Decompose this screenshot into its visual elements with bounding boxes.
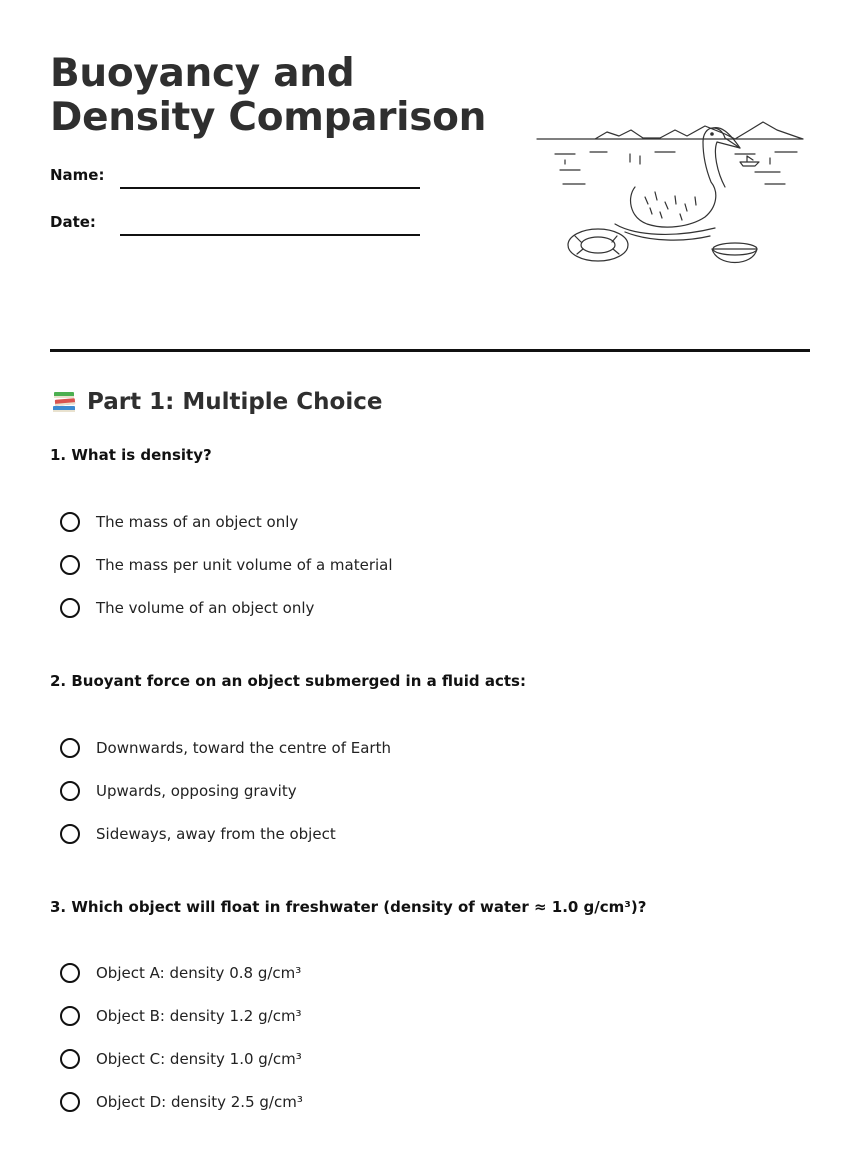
part1-heading <box>50 388 382 416</box>
date-field[interactable] <box>120 234 420 236</box>
option-label: The mass of an object only <box>96 513 299 531</box>
q2-option-1[interactable] <box>60 738 391 758</box>
radio-button[interactable] <box>60 963 80 983</box>
q2-option-3[interactable] <box>60 824 336 844</box>
pelican-lake-illustration <box>535 112 805 272</box>
name-label: Name: <box>50 166 105 184</box>
option-label: The mass per unit volume of a material <box>96 556 393 574</box>
radio-button[interactable] <box>60 555 80 575</box>
q3-option-3[interactable] <box>60 1049 302 1069</box>
radio-button[interactable] <box>60 1092 80 1112</box>
option-label: Object D: density 2.5 g/cm³ <box>96 1093 303 1111</box>
q3-option-2[interactable] <box>60 1006 302 1026</box>
q3-option-4[interactable] <box>60 1092 303 1112</box>
option-label: Upwards, opposing gravity <box>96 782 297 800</box>
radio-button[interactable] <box>60 1006 80 1026</box>
option-label: Object B: density 1.2 g/cm³ <box>96 1007 302 1025</box>
part1-title: Part 1: Multiple Choice <box>87 389 383 415</box>
name-field[interactable] <box>120 187 420 189</box>
q3-option-1[interactable] <box>60 963 301 983</box>
option-label: Object C: density 1.0 g/cm³ <box>96 1050 302 1068</box>
radio-button[interactable] <box>60 824 80 844</box>
option-label: Downwards, toward the centre of Earth <box>96 739 391 757</box>
question-3: 3. Which object will float in freshwater (density of water ≈ 1.0 g/cm³)? <box>50 898 647 916</box>
question-2: 2. Buoyant force on an object submerged in a fluid acts: <box>50 672 526 690</box>
radio-button[interactable] <box>60 598 80 618</box>
option-label: Object A: density 0.8 g/cm³ <box>96 964 302 982</box>
section-divider <box>50 349 810 352</box>
question-1: 1. What is density? <box>50 446 212 464</box>
date-label: Date: <box>50 213 96 231</box>
q1-option-2[interactable] <box>60 555 393 575</box>
q2-option-2[interactable] <box>60 781 297 801</box>
radio-button[interactable] <box>60 1049 80 1069</box>
radio-button[interactable] <box>60 738 80 758</box>
books-icon <box>50 388 78 416</box>
option-label: Sideways, away from the object <box>96 825 336 843</box>
radio-button[interactable] <box>60 781 80 801</box>
q1-option-1[interactable] <box>60 512 298 532</box>
worksheet-title: Buoyancy and Density Comparison <box>50 51 487 140</box>
option-label: The volume of an object only <box>96 599 315 617</box>
radio-button[interactable] <box>60 512 80 532</box>
q1-option-3[interactable] <box>60 598 314 618</box>
